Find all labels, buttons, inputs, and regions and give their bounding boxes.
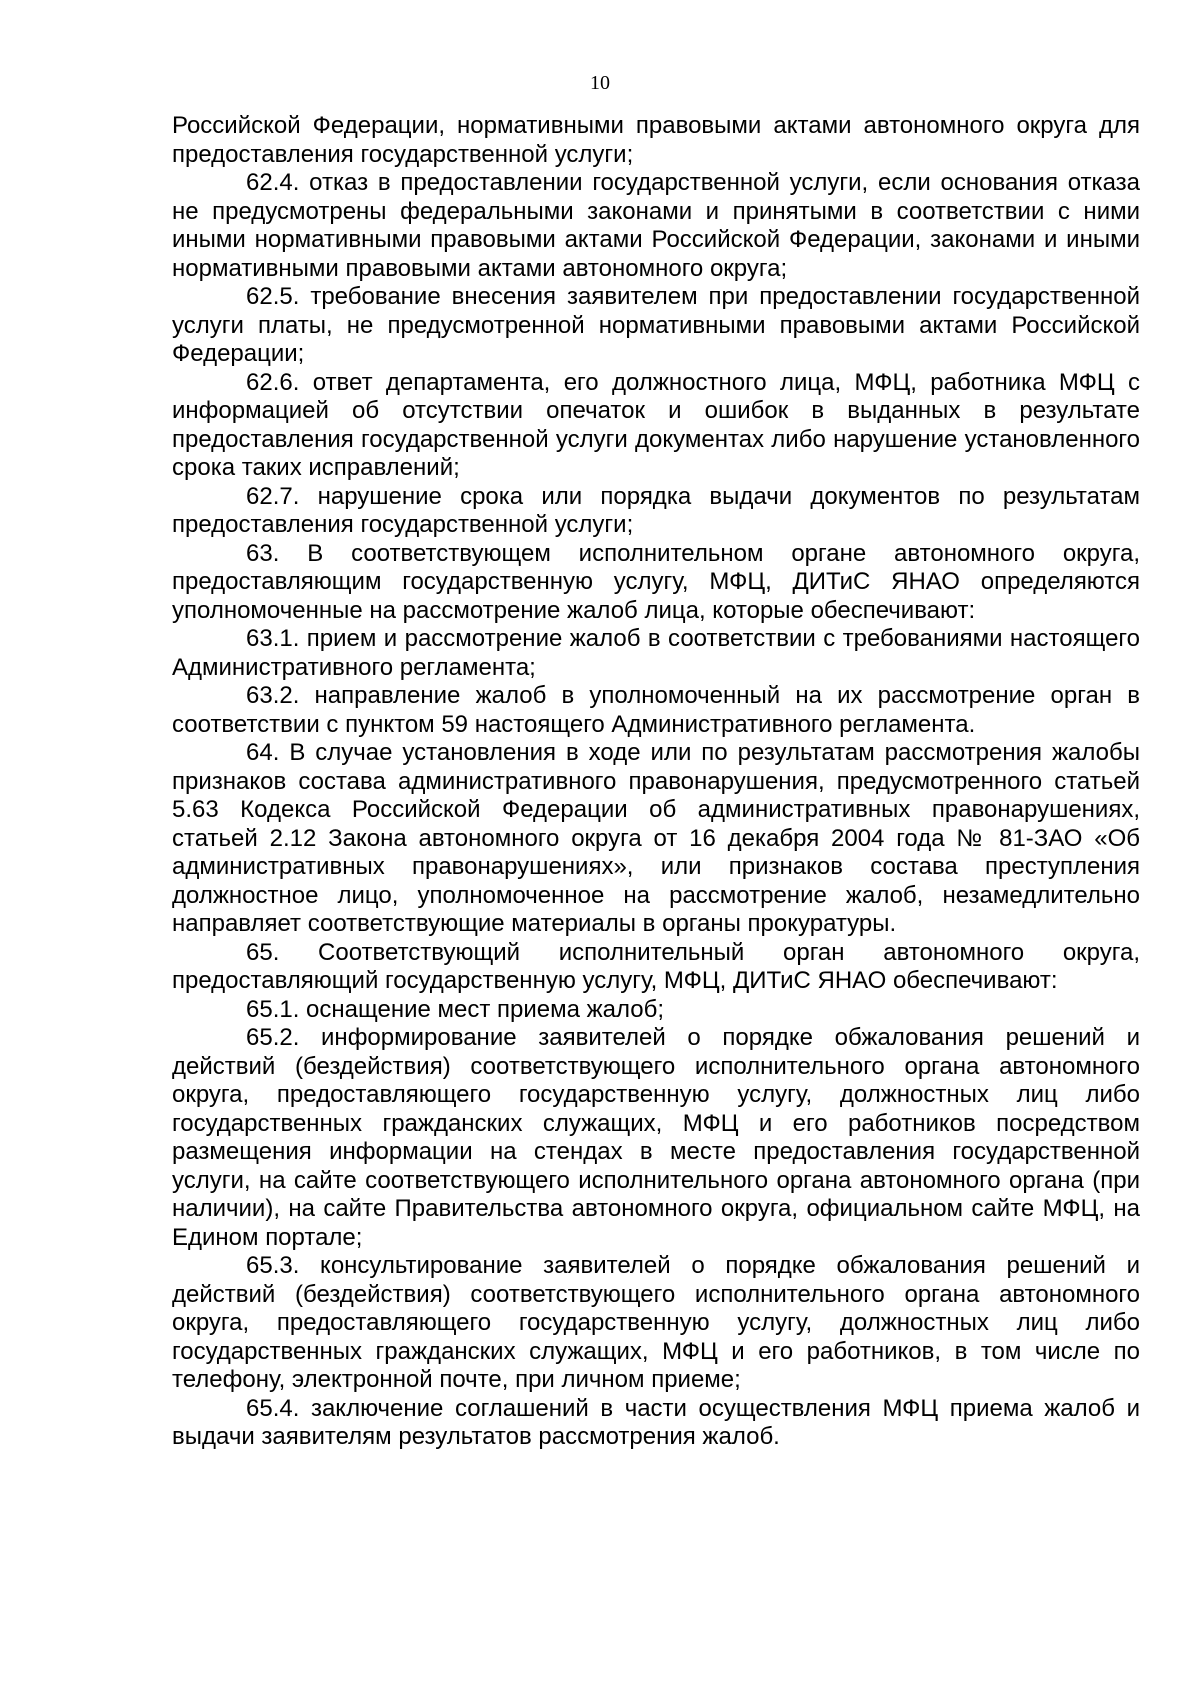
paragraph-62-7: 62.7. нарушение срока или порядка выдачи документов по результатам предоставления государственной услуги; xyxy=(172,482,1140,538)
paragraph-65-1: 65.1. оснащение мест приема жалоб; xyxy=(246,995,665,1023)
paragraph-64: 64. В случае установления в ходе или по результатам рассмотрения жалобы признаков состава административного правонарушения, предусмотренного статьей 5.63 Кодекса Российской Федерации об административных правонарушениях, статьей 2.12 Закона автономного округа от 16 декабря 2004 года № 81-ЗАО «Об административных правонарушениях», или признаков состава преступления должностное лицо, уполномоченное на рассмотрение жалоб, незамедлительно направляет соответствующие материалы в органы прокуратуры. xyxy=(172,739,1140,937)
paragraph-63: 63. В соответствующем исполнительном органе автономного округа, предоставляющим государственную услугу, МФЦ, ДИТиС ЯНАО определяются уполномоченные на рассмотрение жалоб лица, которые обеспечивают: xyxy=(172,539,1140,624)
paragraph-62-5: 62.5. требование внесения заявителем при предоставлении государственной услуги платы, не предусмотренной нормативными правовыми актами Российской Федерации; xyxy=(172,283,1140,367)
paragraph-62-4: 62.4. отказ в предоставлении государственной услуги, если основания отказа не предусмотрены федеральными законами и принятыми в соответствии с ними иными нормативными правовыми актами Российской Федерации, законами и иными нормативными правовыми актами автономного округа; xyxy=(172,169,1140,282)
paragraph-63-2: 63.2. направление жалоб в уполномоченный на их рассмотрение орган в соответствии с пунктом 59 настоящего Административного регламента. xyxy=(172,682,1140,738)
paragraph-65-4: 65.4. заключение соглашений в части осуществления МФЦ приема жалоб и выдачи заявителям результатов рассмотрения жалоб. xyxy=(172,1394,1140,1450)
paragraph-continuation: Российской Федерации, нормативными правовыми актами автономного округа для предоставления государственной услуги; xyxy=(172,112,1140,168)
page-number: 10 xyxy=(590,72,610,94)
paragraph-65-3: 65.3. консультирование заявителей о порядке обжалования решений и действий (бездействия) соответствующего исполнительного органа автономного округа, предоставляющего государственную услугу, должностных лиц либо государственных гражданских служащих, МФЦ и его работников, в том числе по телефону, электронной почте, при личном приеме; xyxy=(172,1252,1140,1393)
paragraph-63-1: 63.1. прием и рассмотрение жалоб в соответствии с требованиями настоящего Административного регламента; xyxy=(172,625,1140,681)
paragraph-62-6: 62.6. ответ департамента, его должностного лица, МФЦ, работника МФЦ с информацией об отсутствии опечаток и ошибок в выданных в результате предоставления государственной услуги документах либо нарушение установленного срока таких исправлений; xyxy=(172,368,1140,481)
paragraph-65-2: 65.2. информирование заявителей о порядке обжалования решений и действий (бездействия) соответствующего исполнительного органа автономного округа, предоставляющего государственную услугу, должностных лиц либо государственных гражданских служащих, МФЦ и его работников посредством размещения информации на стендах в месте предоставления государственной услуги, на сайте соответствующего исполнительного органа автономного органа (при наличии), на сайте Правительства автономного округа, официальном сайте МФЦ, на Едином портале; xyxy=(172,1024,1140,1251)
document-body xyxy=(172,112,1140,1452)
paragraph-65: 65. Соответствующий исполнительный орган автономного округа, предоставляющий государственную услугу, МФЦ, ДИТиС ЯНАО обеспечивают: xyxy=(172,938,1140,994)
